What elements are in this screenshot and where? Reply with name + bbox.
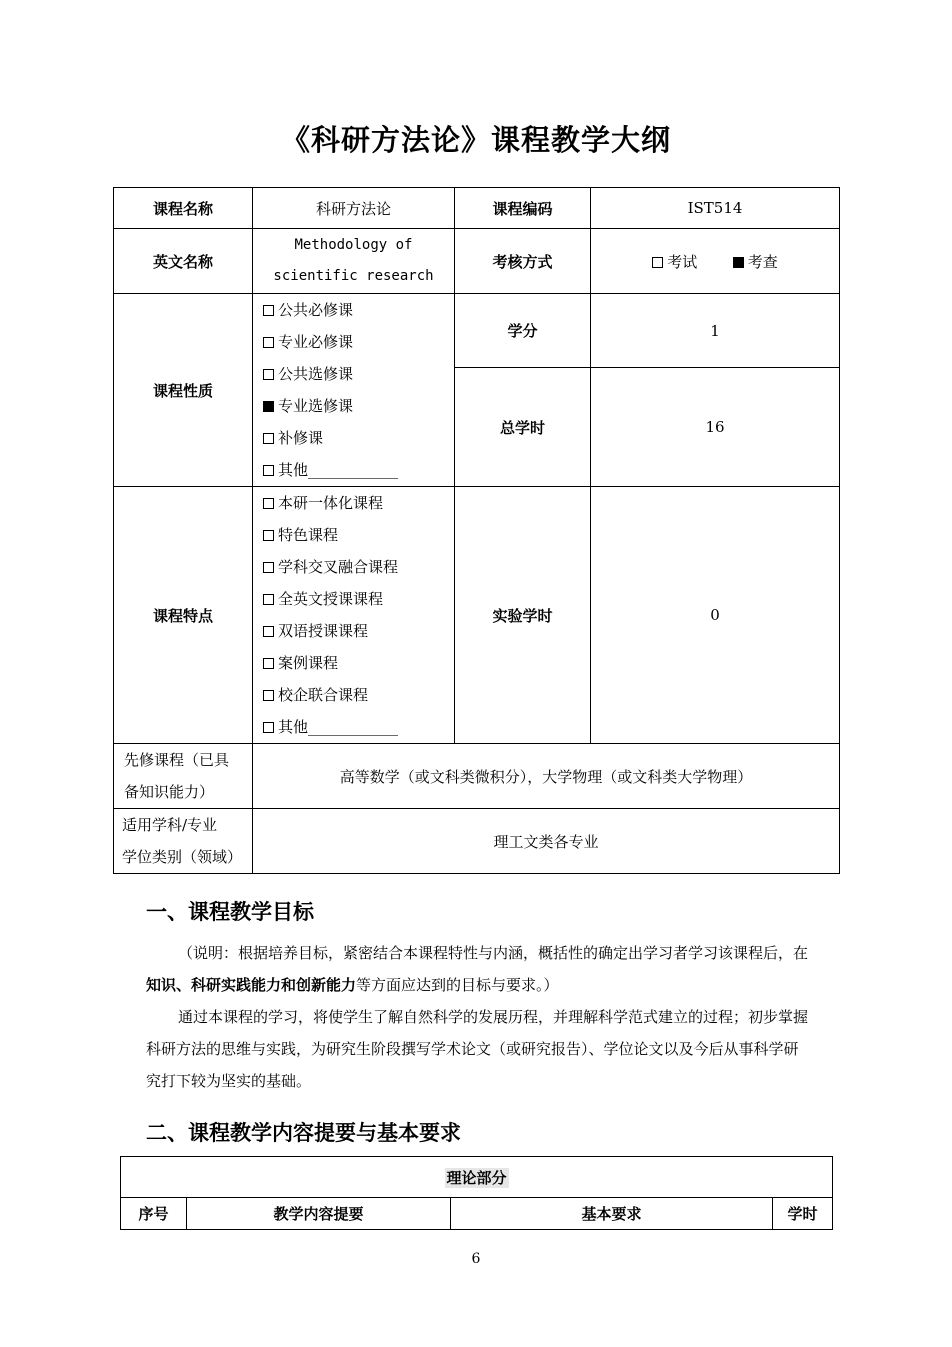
checkbox-icon — [263, 337, 274, 348]
checkbox-checked-icon — [263, 401, 274, 412]
checkbox-icon — [263, 562, 274, 573]
nature-option[interactable]: 公共必修课 — [263, 294, 454, 326]
feature-option-other[interactable]: 其他____________ — [263, 711, 454, 743]
feature-option[interactable]: 校企联合课程 — [263, 679, 454, 711]
prerequisite-label: 先修课程（已具 备知识能力） — [114, 744, 253, 809]
course-name-value: 科研方法论 — [253, 188, 455, 229]
nature-option[interactable]: 公共选修课 — [263, 358, 454, 390]
checkbox-icon — [263, 530, 274, 541]
section-heading-objectives: 一、课程教学目标 — [146, 900, 314, 924]
lab-hours-value: 0 — [591, 487, 840, 744]
course-code-label: 课程编码 — [455, 188, 591, 229]
total-hours-value: 16 — [591, 368, 840, 487]
english-name-value — [253, 229, 455, 294]
fill-in-blank: ____________ — [308, 718, 399, 736]
course-features-options — [253, 487, 455, 744]
applicable-discipline-label: 适用学科/专业 学位类别（领域） — [114, 809, 253, 874]
course-features-label: 课程特点 — [114, 487, 253, 744]
course-nature-label: 课程性质 — [114, 294, 253, 487]
checkbox-icon — [263, 369, 274, 380]
english-name-line1: Methodology of — [294, 237, 413, 253]
lab-hours-label: 实验学时 — [455, 487, 591, 744]
checkbox-icon — [263, 658, 274, 669]
page-number: 6 — [471, 1251, 481, 1267]
prerequisite-value: 高等数学（或文科类微积分），大学物理（或文科类大学物理） — [253, 744, 840, 809]
credit-value: 1 — [591, 294, 840, 368]
feature-option[interactable]: 案例课程 — [263, 647, 454, 679]
feature-option[interactable]: 学科交叉融合课程 — [263, 551, 454, 583]
assessment-label: 考核方式 — [455, 229, 591, 294]
english-name-line2: scientific research — [273, 268, 434, 284]
theory-content-table — [120, 1156, 833, 1230]
nature-option[interactable]: 专业必修课 — [263, 326, 454, 358]
nature-option[interactable]: 补修课 — [263, 422, 454, 454]
course-nature-options — [253, 294, 455, 487]
nature-option[interactable]: 专业选修课 — [263, 390, 454, 422]
assessment-options — [591, 229, 840, 294]
course-info-table — [113, 187, 840, 874]
checkbox-icon — [263, 594, 274, 605]
credit-label: 学分 — [455, 294, 591, 368]
checkbox-checked-icon — [733, 257, 744, 268]
column-header-requirements: 基本要求 — [451, 1198, 773, 1230]
feature-option[interactable]: 本研一体化课程 — [263, 487, 454, 519]
applicable-discipline-value: 理工文类各专业 — [253, 809, 840, 874]
column-header-hours: 学时 — [773, 1198, 833, 1230]
checkbox-icon — [263, 305, 274, 316]
checkbox-icon — [263, 433, 274, 444]
feature-option[interactable]: 特色课程 — [263, 519, 454, 551]
checkbox-icon — [652, 257, 663, 268]
assessment-option-exam[interactable]: 考试 — [652, 253, 697, 271]
course-code-value: IST514 — [591, 188, 840, 229]
checkbox-icon — [263, 626, 274, 637]
checkbox-icon — [263, 722, 274, 733]
column-header-index: 序号 — [121, 1198, 187, 1230]
checkbox-icon — [263, 498, 274, 509]
feature-option[interactable]: 全英文授课课程 — [263, 583, 454, 615]
checkbox-icon — [263, 465, 274, 476]
section-heading-content: 二、课程教学内容提要与基本要求 — [146, 1121, 461, 1145]
document-title: 《科研方法论》课程教学大纲 — [280, 123, 671, 157]
fill-in-blank: ____________ — [308, 461, 399, 479]
objectives-body: 通过本课程的学习，将使学生了解自然科学的发展历程，并理解科学范式建立的过程；初步掌握科研方法的思维与实践，为研究生阶段撰写学术论文（或研究报告）、学位论文以及今后从事科学研究打下较为坚实的基础。 — [146, 1008, 809, 1090]
course-name-label: 课程名称 — [114, 188, 253, 229]
column-header-content: 教学内容提要 — [187, 1198, 451, 1230]
checkbox-icon — [263, 690, 274, 701]
english-name-label: 英文名称 — [114, 229, 253, 294]
objectives-note-emphasis: 知识、科研实践能力和创新能力 — [146, 976, 357, 994]
feature-option[interactable]: 双语授课课程 — [263, 615, 454, 647]
assessment-option-review[interactable]: 考查 — [733, 253, 778, 271]
objectives-note: （说明：根据培养目标，紧密结合本课程特性与内涵，概括性的确定出学习者学习该课程后，在知识、科研实践能力和创新能力等方面应达到的目标与要求。） — [146, 944, 809, 994]
total-hours-label: 总学时 — [455, 368, 591, 487]
nature-option-other[interactable]: 其他____________ — [263, 454, 454, 486]
theory-section-title: 理论部分 — [121, 1157, 833, 1198]
